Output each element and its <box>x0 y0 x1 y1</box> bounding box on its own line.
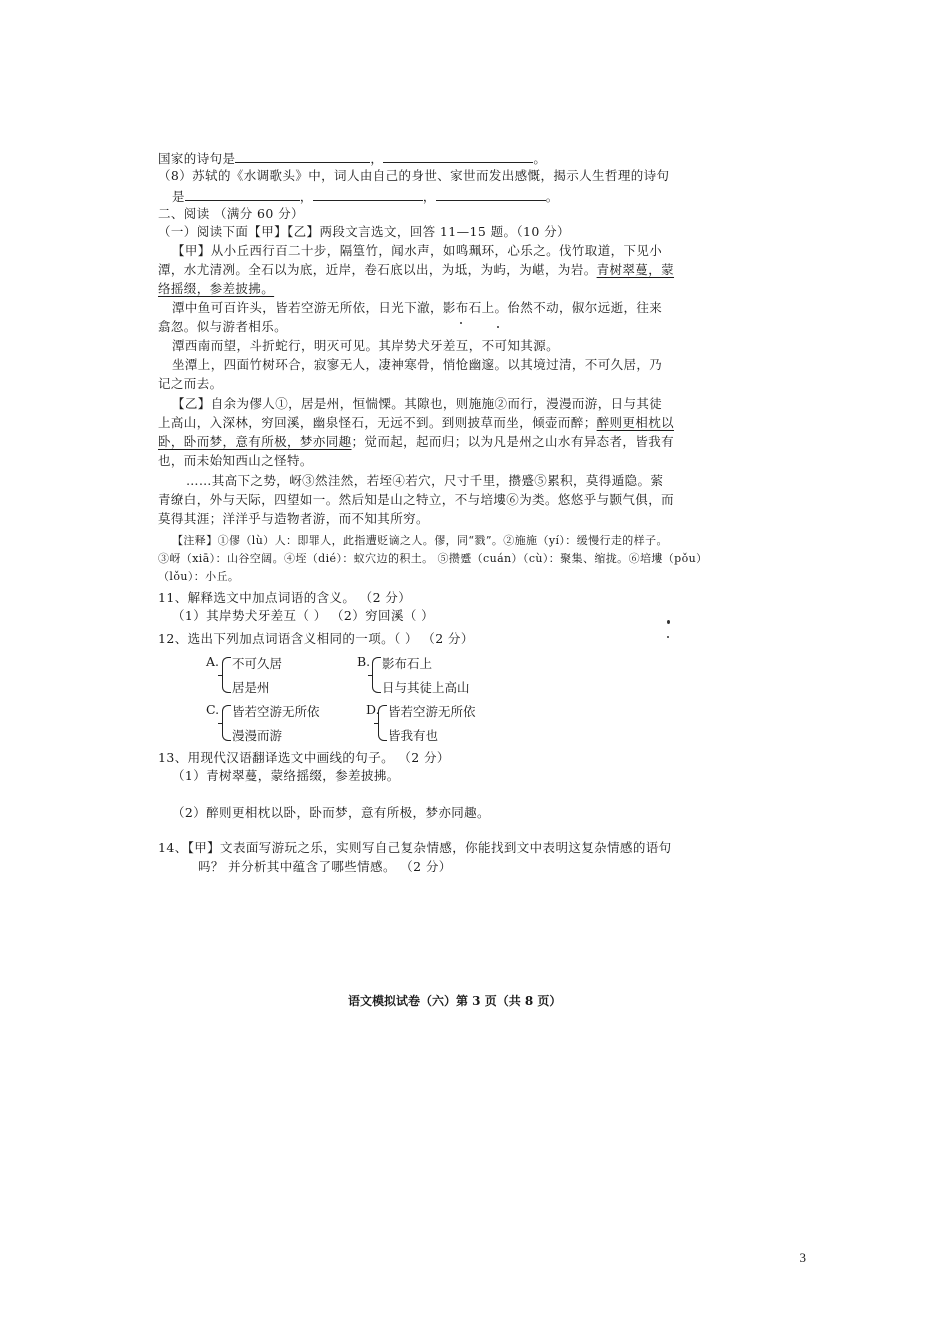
answer-blank[interactable] <box>436 188 546 201</box>
page-footer: 语文模拟试卷（六）第 3 页（共 8 页） <box>348 994 562 1008</box>
scan-speck <box>497 326 499 328</box>
scan-speck <box>460 322 462 324</box>
section-heading: 二、阅读 （满分 60 分） <box>158 206 304 221</box>
question-11: 11、解释选文中加点词语的含义。 （2 分） <box>158 590 412 605</box>
annotation-line: ③岈（xiā）：山谷空阔。④垤（dié）：蚁穴边的积土。 ⑤攒蹙（cuán）（cù）：聚集、缩拢。⑥培塿（pǒu） <box>158 552 708 565</box>
option-a-word-1: 不可久居 <box>232 656 283 671</box>
poem-line-answer <box>158 150 546 167</box>
underlined-text: 醉则更相枕以 <box>596 415 675 430</box>
option-b-word-1: 影布石上 <box>382 656 433 671</box>
passage-jia-line: 记之而去。 <box>158 376 223 391</box>
question-13: 13、用现代汉语翻译选文中画线的句子。 （2 分） <box>158 750 450 765</box>
text: 上高山，入深林，穷回溪，幽泉怪石，无远不到。到则披草而坐，倾壶而醉； <box>158 415 597 430</box>
question-13-item-1: （1）青树翠蔓，蒙络摇缀，参差披拂。 <box>172 768 400 783</box>
text: 潭，水尤清冽。全石以为底，近岸，卷石底以出，为坻，为屿，为嵁，为岩。 <box>158 262 597 277</box>
brace-icon <box>222 705 231 741</box>
page-number: 3 <box>799 1250 806 1265</box>
option-c-word-2: 漫漫而游 <box>232 728 283 743</box>
scan-speck <box>667 620 670 624</box>
annotation-line: 【注释】①僇（lù）人：即罪人，此指遭贬谪之人。僇，同“戮”。②施施（yí）：缓慢行走的样子。 <box>172 534 668 547</box>
option-d-word-2: 皆我有也 <box>388 728 439 743</box>
question-8: （8）苏轼的《水调歌头》中，词人由自己的身世、家世而发出感慨，揭示人生哲理的诗句 <box>158 168 670 183</box>
question-12: 12、选出下列加点词语含义相同的一项。（ ） （2 分） <box>158 631 474 646</box>
text: 国家的诗句是 <box>158 151 236 166</box>
passage-jia-line <box>158 262 674 278</box>
option-a-label[interactable]: A. <box>206 654 220 669</box>
passage-yi-line: ……其高下之势，岈③然洼然，若垤④若穴，尺寸千里，攒蹙⑤累积，莫得遁隐。萦 <box>186 473 664 488</box>
passage-yi-line <box>158 415 674 431</box>
annotation-line: （lǒu）：小丘。 <box>158 570 240 583</box>
passage-jia-line: 坐潭上，四面竹树环合，寂寥无人，凄神寒骨，悄怆幽邃。以其境过清，不可久居，乃 <box>172 357 663 372</box>
passage-yi-line: 青缭白，外与天际，四望如一。然后知是山之特立，不与培塿⑥为类。悠悠乎与颢气俱，而 <box>158 492 675 507</box>
passage-jia-line: 潭西南而望，斗折蛇行，明灭可见。其岸势犬牙差互，不可知其源。 <box>172 338 560 353</box>
option-b-label[interactable]: B. <box>357 654 371 669</box>
text: ；觉而起，起而归；以为凡是州之山水有异态者，皆我有 <box>351 434 675 449</box>
passage-jia-line: 翕忽。似与游者相乐。 <box>158 319 288 334</box>
underlined-text: 青树翠蔓，蒙 <box>596 262 675 277</box>
passage-jia-line: 【甲】从小丘西行百二十步，隔篁竹，闻水声，如鸣珮环，心乐之。伐竹取道，下见小 <box>172 243 663 258</box>
passage-yi-line <box>158 434 674 450</box>
passage-yi-line: 也，而未始知西山之怪特。 <box>158 453 313 468</box>
brace-icon <box>222 657 231 693</box>
option-c-label[interactable]: C. <box>206 702 220 717</box>
answer-blank[interactable] <box>235 150 370 163</box>
section-subheading: （一）阅读下面【甲】【乙】两段文言选文，回答 11—15 题。（10 分） <box>158 224 570 239</box>
question-8-blanks <box>172 188 559 205</box>
text: ， <box>299 189 313 204</box>
passage-yi-line: 莫得其涯；洋洋乎与造物者游，而不知其所穷。 <box>158 511 429 526</box>
underlined-text: 卧，卧而梦，意有所极，梦亦同趣 <box>158 434 352 449</box>
question-11-items: （1）其岸势犬牙差互（ ） （2）穷回溪（ ） <box>172 608 435 623</box>
option-a-word-2: 居是州 <box>232 680 270 695</box>
answer-blank[interactable] <box>313 188 423 201</box>
brace-icon <box>372 657 381 693</box>
scan-speck <box>667 636 669 638</box>
answer-blank[interactable] <box>383 150 533 163</box>
question-14-continued: 吗？ 并分析其中蕴含了哪些情感。 （2 分） <box>198 859 452 874</box>
text: 。 <box>545 189 559 204</box>
option-d-label[interactable]: D. <box>366 702 380 717</box>
text: ， <box>370 151 384 166</box>
text: ， <box>422 189 436 204</box>
option-c-word-1: 皆若空游无所依 <box>232 704 320 719</box>
option-b-word-2: 日与其徒上高山 <box>382 680 470 695</box>
question-13-item-2: （2）醉则更相枕以卧，卧而梦，意有所极，梦亦同趣。 <box>172 805 490 820</box>
passage-jia-line: 潭中鱼可百许头，皆若空游无所依，日光下澈，影布石上。佁然不动，俶尔远逝，往来 <box>172 300 663 315</box>
question-14: 14、【甲】文表面写游玩之乐，实则写自己复杂情感，你能找到文中表明这复杂情感的语句 <box>158 840 672 855</box>
scanned-exam-page <box>158 140 718 1020</box>
answer-blank[interactable] <box>185 188 300 201</box>
text: 是 <box>172 189 185 204</box>
option-d-word-1: 皆若空游无所依 <box>388 704 476 719</box>
brace-icon <box>378 705 387 741</box>
passage-yi-line: 【乙】自余为僇人①，居是州，恒惴慄。其隙也，则施施②而行，漫漫而游，日与其徒 <box>172 396 663 411</box>
passage-jia-line-underlined: 络摇缀，参差披拂。 <box>158 281 275 296</box>
text: 。 <box>533 151 547 166</box>
